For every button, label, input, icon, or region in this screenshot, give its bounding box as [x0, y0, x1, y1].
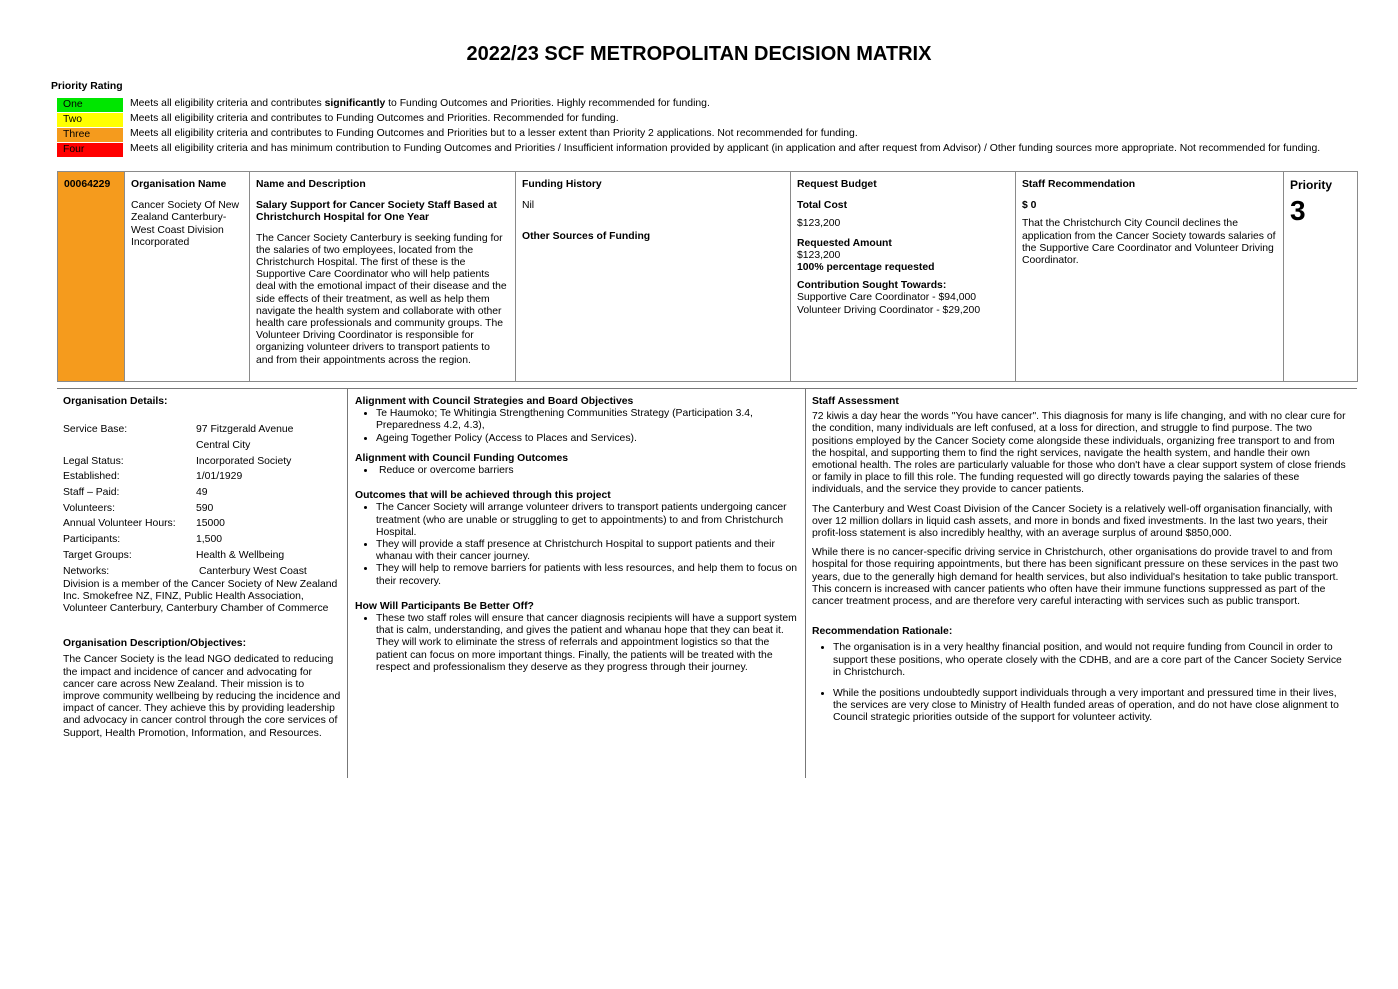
- detail-label: Target Groups:: [63, 549, 132, 561]
- requested-amount-value: $123,200: [797, 249, 841, 261]
- networks-block: [63, 566, 343, 615]
- detail-row: [63, 471, 343, 487]
- detail-row: [63, 487, 343, 503]
- detail-row: [63, 424, 343, 440]
- total-cost-label: Total Cost: [797, 200, 848, 212]
- priority-row-three: [57, 127, 1357, 142]
- project-title: Salary Support for Cancer Society Staff Based at Christchurch Hospital for One Year: [256, 200, 497, 224]
- funding-history-cell: [516, 172, 791, 382]
- staff-recommendation-heading: Staff Recommendation: [1022, 179, 1136, 190]
- funding-outcomes-list: [355, 465, 800, 477]
- request-budget-heading: Request Budget: [797, 179, 877, 190]
- staff-recommendation-cell: [1016, 172, 1284, 382]
- priority-rating-heading: Priority Rating: [51, 81, 123, 92]
- funding-history-value: Nil: [522, 200, 535, 212]
- priority-cell: [1284, 172, 1358, 382]
- detail-row: [63, 550, 343, 566]
- application-id: 00064229: [64, 179, 111, 190]
- priority-desc-two: Meets all eligibility criteria and contributes to Funding Outcomes and Priorities. Recommended for funding.: [130, 113, 619, 125]
- detail-row: [63, 518, 343, 534]
- priority-swatch-one: One: [57, 98, 123, 112]
- document-title: 2022/23 SCF METROPOLITAN DECISION MATRIX: [466, 43, 932, 65]
- achieved-outcomes-heading: Outcomes that will be achieved through this project: [355, 490, 611, 502]
- priority-heading: Priority: [1290, 178, 1333, 192]
- detail-value: 49: [196, 486, 208, 498]
- list-item: • Ageing Together Policy (Access to Places and Services).: [376, 433, 800, 445]
- organisation-details-column: [63, 396, 343, 740]
- staff-recommendation-text: That the Christchurch City Council declines the application from the Cancer Society towards salaries of the Supportive Care Coordinator and Volunteer Driving Coordinator.: [1022, 218, 1276, 267]
- organisation-name-heading: Organisation Name: [131, 179, 227, 190]
- detail-label: Participants:: [63, 534, 121, 546]
- list-item: • While the positions undoubtedly support individuals through a very important and pressured time in their lives, the services are very close to Ministry of Health funded areas of operation, and do not have close alignment to Council strategic priorities outside of the support for volunteer activity.: [833, 688, 1352, 725]
- detail-row: [63, 456, 343, 472]
- priority-swatch-four: Four: [57, 143, 123, 157]
- networks-label: Networks:: [63, 566, 110, 578]
- request-budget-cell: [791, 172, 1016, 382]
- organisation-name: Cancer Society Of New Zealand Canterbury-West Coast Division Incorporated: [131, 200, 239, 248]
- detail-row: [63, 440, 343, 456]
- priority-row-four: [57, 142, 1357, 157]
- priority-desc-four: Meets all eligibility criteria and has minimum contribution to Funding Outcomes and Priorities / Insufficient information provided by applicant (in application and after request from Advisor) / Other funding sources more appropriate. Not recommended for funding.: [130, 143, 1321, 155]
- organisation-description-text: The Cancer Society is the lead NGO dedicated to reducing the impact and incidence of cancer and advocating for cancer care across New Zealand. Their mission is to improve community wellbeing by reducing the incidence and impact of cancer. They achieve this by providing leadership and advocacy in cancer control through the core services of Support, Health Promotion, Information, and Resources.: [63, 654, 341, 739]
- contribution-item-1: Supportive Care Coordinator - $94,000: [797, 292, 977, 304]
- column-divider-2: [805, 389, 806, 778]
- funding-history-heading: Funding History: [522, 179, 602, 190]
- detail-label: Service Base:: [63, 424, 128, 436]
- column-divider-1: [347, 389, 348, 778]
- rationale-list: [812, 642, 1352, 724]
- priority-row-one: [57, 97, 1357, 112]
- organisation-description-heading: Organisation Description/Objectives:: [63, 638, 247, 650]
- contribution-label: Contribution Sought Towards:: [797, 280, 947, 292]
- list-item: • Te Haumoko; Te Whitingia Strengthening Communities Strategy (Participation 3.4, Preparedness 4.2, 4.3),: [376, 408, 800, 432]
- funding-outcomes-heading: Alignment with Council Funding Outcomes: [355, 452, 568, 464]
- detail-value: 1,500: [196, 534, 223, 546]
- decision-matrix-table: [57, 171, 1358, 382]
- detail-label: Volunteers:: [63, 502, 115, 514]
- detail-label: Legal Status:: [63, 455, 124, 467]
- networks-value: Canterbury West Coast Division is a member of the Cancer Society of New Zealand Inc. Smokefree NZ, FINZ, Public Health Association, Volunteer Canterbury, Canterbury Chamber of Commerce: [63, 566, 338, 614]
- detail-value: 97 Fitzgerald Avenue: [196, 424, 294, 436]
- detail-value: Central City: [196, 439, 251, 451]
- assessment-paragraph-3: While there is no cancer-specific driving service in Christchurch, other organisations do provide travel to and from hospital for those requiring appointments, but there has been significant pressure on these services in the past two years, due to the generally high demand for health services, but also individual's hesitation to take public transport. This concern is increased with cancer patients who often have their immune functions suppressed as part of the cancer treatment process, and are therefore very careful interacting with services such as public transport.: [812, 547, 1339, 608]
- organisation-name-cell: [125, 172, 250, 382]
- other-sources-heading: Other Sources of Funding: [522, 231, 651, 243]
- strategies-heading: Alignment with Council Strategies and Board Objectives: [355, 396, 634, 407]
- list-item: • Reduce or overcome barriers: [376, 465, 800, 477]
- strategies-list: [355, 408, 800, 445]
- list-item: • They will provide a staff presence at Christchurch Hospital to support patients and their whanau with their cancer journey.: [376, 539, 800, 563]
- application-id-cell: [58, 172, 125, 382]
- detail-label: Established:: [63, 471, 120, 483]
- assessment-paragraph-2: The Canterbury and West Coast Division of the Cancer Society is a relatively well-off organisation financially, with over 12 million dollars in liquid cash assets, and more in bonds and fixed investments. In the last two years, their profit-loss statement is also incredibly healthy, with an average surplus of around $850,000.: [812, 503, 1333, 540]
- organisation-details-heading: Organisation Details:: [63, 396, 168, 407]
- list-item: • These two staff roles will ensure that cancer diagnosis recipients will have a support system that is calm, understanding, and gives the patient and whanau hope that they can beat it. They will work to eliminate the stress of referrals and appointment logistics so that the patient can focus on more important things. Finally, the patients will be treated with the respect and professionalism they deserve as they progress through their journey.: [376, 613, 800, 674]
- staff-assessment-heading: Staff Assessment: [812, 396, 899, 407]
- detail-value: 15000: [196, 518, 225, 530]
- detail-row: [63, 534, 343, 550]
- requested-amount-label: Requested Amount: [797, 237, 892, 249]
- better-off-list: [355, 613, 800, 674]
- detail-value: 1/01/1929: [196, 471, 243, 483]
- detail-label: [63, 440, 196, 456]
- total-cost-value: $123,200: [797, 218, 841, 230]
- priority-value: 3: [1290, 195, 1306, 227]
- detail-value: 590: [196, 502, 214, 514]
- detail-value: Health & Wellbeing: [196, 549, 285, 561]
- section-divider: [57, 388, 1357, 389]
- priority-desc-one: Meets all eligibility criteria and contributes significantly to Funding Outcomes and Priorities. Highly recommended for funding.: [130, 98, 710, 110]
- detail-label: Annual Volunteer Hours:: [63, 518, 176, 530]
- detail-value: Incorporated Society: [196, 455, 292, 467]
- name-description-heading: Name and Description: [256, 179, 366, 190]
- name-description-cell: [250, 172, 516, 382]
- assessment-paragraph-1: 72 kiwis a day hear the words "You have cancer". This diagnosis for many is life changing, and with no clear cure for the condition, many individuals are left confused, at a loss for direction, and struggle to find purpose. The two positions employed by the Cancer Society come alongside these individuals, organizing free transport to and from the hospital, and supporting them to find the right services, navigate the health system, and handle their own emotional health. The roles are particularly valuable for those who don't have a clear support system of close friends or family in place to fill this role. The funding requested will go directly towards paying the salaries of these individuals, and the service they provide to cancer patients.: [812, 411, 1346, 496]
- recommendation-rationale-heading: Recommendation Rationale:: [812, 626, 953, 638]
- staff-recommendation-amount: $ 0: [1022, 200, 1037, 212]
- list-item: • They will help to remove barriers for patients with less resources, and help them to focus on their recovery.: [376, 563, 800, 587]
- priority-swatch-three: Three: [57, 128, 123, 142]
- better-off-heading: How Will Participants Be Better Off?: [355, 600, 534, 612]
- staff-assessment-column: [812, 396, 1352, 725]
- alignment-column: [355, 396, 800, 674]
- priority-row-two: [57, 112, 1357, 127]
- priority-desc-three: Meets all eligibility criteria and contributes to Funding Outcomes and Priorities but to a lesser extent than Priority 2 applications. Not recommended for funding.: [130, 128, 858, 140]
- percentage-requested: 100% percentage requested: [797, 262, 935, 274]
- achieved-outcomes-list: [355, 502, 800, 587]
- contribution-item-2: Volunteer Driving Coordinator - $29,200: [797, 304, 981, 316]
- detail-label: Staff – Paid:: [63, 486, 120, 498]
- project-description: The Cancer Society Canterbury is seeking funding for the salaries of two employees, located from the Christchurch Hospital. The first of these is the Supportive Care Coordinator who will help patients deal with the emotional impact of their disease and the side effects of their treatment, as well as help them navigate the health system and collaborate with other health care professionals and community groups. The Volunteer Driving Coordinator is responsible for organizing volunteer drivers to transport patients to and from their appointments across the region.: [256, 232, 507, 366]
- list-item: • The organisation is in a very healthy financial position, and would not require funding from Council in order to support these positions, who operate closely with the CDHB, and are a core part of the Cancer Society Service in Christchurch.: [833, 642, 1352, 679]
- priority-swatch-two: Two: [57, 113, 123, 127]
- list-item: • The Cancer Society will arrange volunteer drivers to transport patients undergoing cancer treatment (who are unable or struggling to get to appointments) to and from Christchurch Hospital.: [376, 502, 800, 539]
- priority-legend: [57, 97, 1357, 157]
- detail-row: [63, 503, 343, 519]
